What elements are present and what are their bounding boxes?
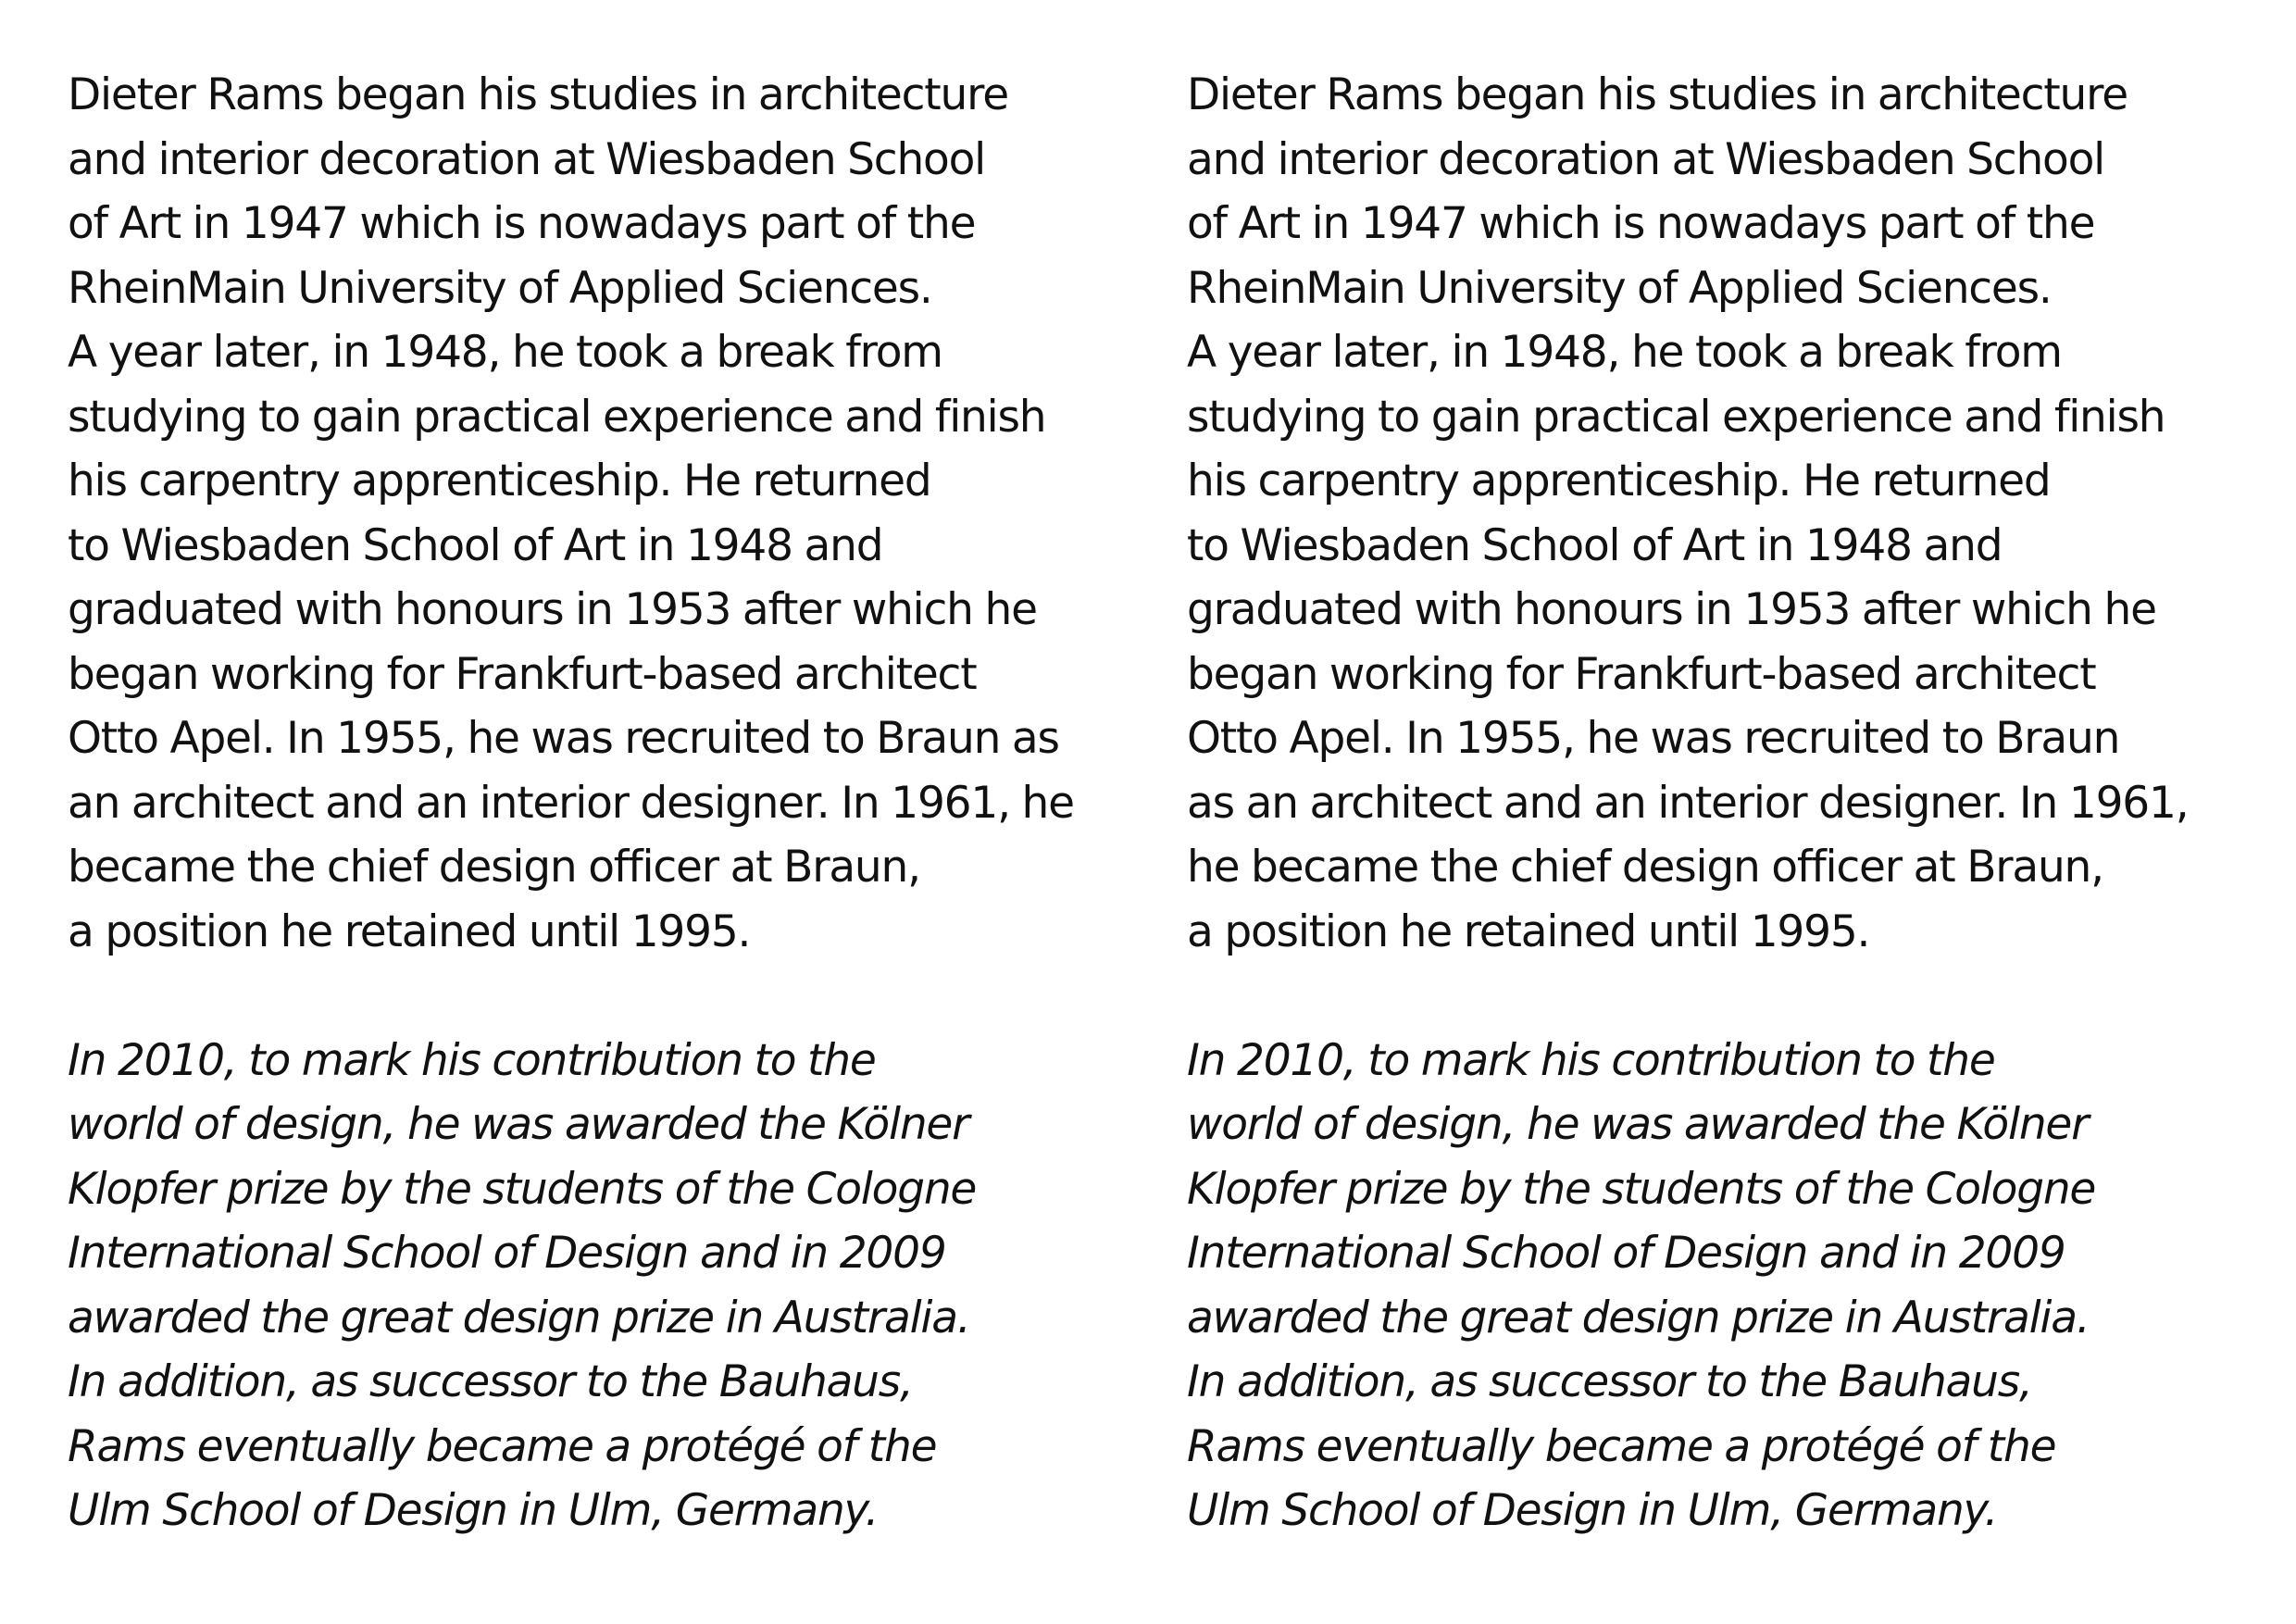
text-line: In addition, as successor to the Bauhaus, [68, 1356, 913, 1407]
text-line: awarded the great design prize in Australia. [1187, 1292, 2090, 1343]
text-line: Klopfer prize by the students of the Cologne [68, 1163, 977, 1215]
paragraph-spacer [1187, 964, 2296, 1029]
text-line: graduated with honours in 1953 after which he [1187, 584, 2156, 635]
text-line: to Wiesbaden School of Art in 1948 and [1187, 519, 2003, 571]
text-line: his carpentry apprenticeship. He returned [68, 456, 931, 506]
text-line: In addition, as successor to the Bauhaus, [1187, 1356, 2032, 1407]
text-line: to Wiesbaden School of Art in 1948 and [68, 519, 883, 571]
text-line: a position he retained until 1995. [1187, 906, 1870, 957]
text-line: A year later, in 1948, he took a break from [1187, 327, 2062, 378]
right-biography-paragraph [1187, 63, 2296, 964]
text-line: of Art in 1947 which is nowadays part of the [1187, 198, 2095, 249]
text-line: a position he retained until 1995. [68, 906, 751, 957]
text-line: Otto Apel. In 1955, he was recruited to Braun as [68, 713, 1059, 764]
text-line: began working for Frankfurt-based architect [1187, 648, 2096, 700]
text-line: RheinMain University of Applied Sciences. [68, 262, 932, 314]
text-line: awarded the great design prize in Australia. [68, 1292, 970, 1343]
right-text-column [1187, 63, 2296, 1543]
right-awards-paragraph [1187, 1029, 2296, 1543]
text-line: of Art in 1947 which is nowadays part of the [68, 198, 976, 249]
text-line: Ulm School of Design in Ulm, Germany. [1187, 1485, 1998, 1536]
text-line: studying to gain practical experience and finish [68, 391, 1046, 443]
text-line: Dieter Rams began his studies in architecture [68, 69, 1008, 120]
text-line: world of design, he was awarded the Kölner [68, 1099, 969, 1150]
text-line: became the chief design officer at Braun, [68, 842, 920, 893]
text-line: world of design, he was awarded the Kölner [1187, 1099, 2089, 1150]
left-awards-paragraph [68, 1029, 1179, 1543]
text-line: he became the chief design officer at Braun, [1187, 842, 2103, 893]
text-line: and interior decoration at Wiesbaden School [68, 133, 986, 185]
text-line: Dieter Rams began his studies in architecture [1187, 69, 2128, 120]
text-line: as an architect and an interior designer. In 1961, [1187, 777, 2189, 829]
text-line: RheinMain University of Applied Sciences. [1187, 262, 2052, 314]
text-line: and interior decoration at Wiesbaden School [1187, 133, 2105, 185]
text-line: an architect and an interior designer. In 1961, he [68, 777, 1074, 829]
paragraph-spacer [68, 964, 1179, 1029]
text-line: Klopfer prize by the students of the Cologne [1187, 1163, 2096, 1215]
text-line: In 2010, to mark his contribution to the [68, 1034, 876, 1086]
text-line: studying to gain practical experience and finish [1187, 391, 2165, 443]
text-line: his carpentry apprenticeship. He returned [1187, 456, 2051, 506]
text-line: Rams eventually became a protégé of the [1187, 1420, 2056, 1472]
text-line: A year later, in 1948, he took a break from [68, 327, 942, 378]
text-line: International School of Design and in 2009 [1187, 1228, 2065, 1279]
text-line: began working for Frankfurt-based architect [68, 648, 977, 700]
text-line: International School of Design and in 2009 [68, 1228, 946, 1279]
text-line: Ulm School of Design in Ulm, Germany. [68, 1485, 879, 1536]
text-line: Otto Apel. In 1955, he was recruited to Braun [1187, 713, 2120, 764]
left-text-column [68, 63, 1179, 1543]
text-line: graduated with honours in 1953 after which he [68, 584, 1037, 635]
text-line: Rams eventually became a protégé of the [68, 1420, 937, 1472]
text-line: In 2010, to mark his contribution to the [1187, 1034, 1995, 1086]
left-biography-paragraph [68, 63, 1179, 964]
